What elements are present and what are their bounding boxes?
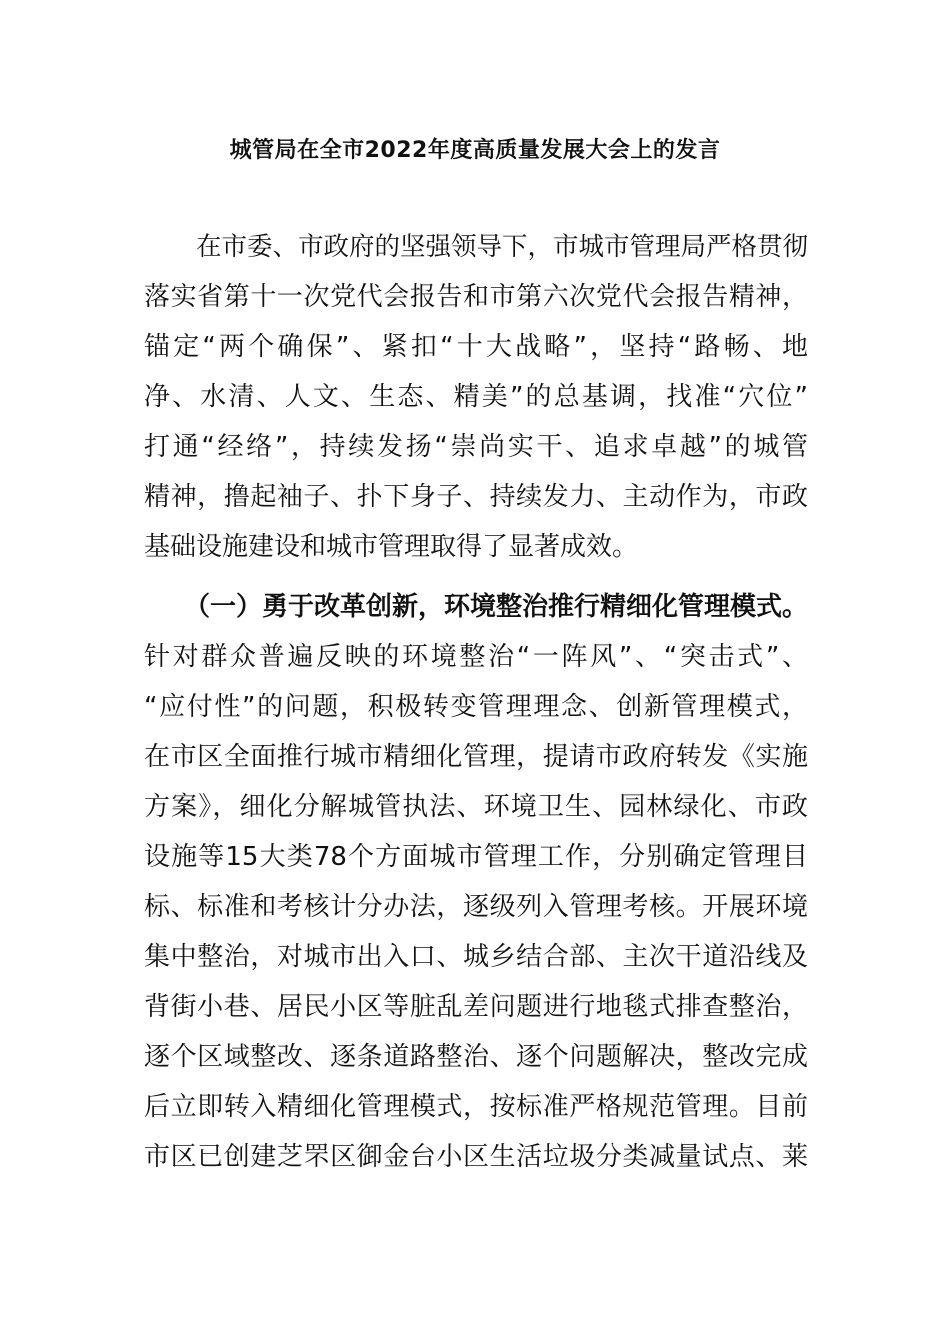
- paragraph-1-line-3: 锚定“两个确保”、紧扣“十大战略”，坚持“路畅、地: [144, 332, 808, 362]
- paragraph-2-line-4: 方案》，细化分解城管执法、环境卫生、园林绿化、市政: [144, 792, 808, 822]
- paragraph-2-line-10: 后立即转入精细化管理模式，按标准严格规范管理。目前: [144, 1092, 808, 1122]
- paragraph-2-line-1: 针对群众普遍反映的环境整治“一阵风”、“突击式”、: [144, 642, 808, 672]
- paragraph-2-line-7: 集中整治，对城市出入口、城乡结合部、主次干道沿线及: [144, 942, 808, 972]
- paragraph-1-line-1: 在市委、市政府的坚强领导下，市城市管理局严格贯彻: [196, 232, 809, 262]
- paragraph-2-line-8: 背街小巷、居民小区等脏乱差问题进行地毯式排查整治，: [144, 992, 808, 1022]
- paragraph-1-line-2: 落实省第十一次党代会报告和市第六次党代会报告精神，: [144, 282, 808, 312]
- paragraph-2-line-5: 设施等15大类78个方面城市管理工作，分别确定管理目: [144, 842, 808, 872]
- paragraph-2-line-2: “应付性”的问题，积极转变管理理念、创新管理模式，: [144, 692, 808, 722]
- paragraph-2-line-3: 在市区全面推行城市精细化管理，提请市政府转发《实施: [144, 742, 808, 772]
- paragraph-1-line-7: 基础设施建设和城市管理取得了显著成效。: [144, 532, 639, 562]
- paragraph-1-line-4: 净、水清、人文、生态、精美”的总基调，找准“穴位”: [144, 382, 808, 412]
- paragraph-2-line-9: 逐个区域整改、逐条道路整治、逐个问题解决，整改完成: [144, 1042, 808, 1072]
- paragraph-1-line-6: 精神，撸起袖子、扑下身子、持续发力、主动作为，市政: [144, 482, 808, 512]
- paragraph-1-line-5: 打通“经络”，持续发扬“崇尚实干、追求卓越”的城管: [144, 432, 808, 462]
- paragraph-2-line-6: 标、标准和考核计分办法，逐级列入管理考核。开展环境: [144, 892, 808, 922]
- paragraph-2-line-11: 市区已创建芝罘区御金台小区生活垃圾分类减量试点、莱: [144, 1142, 808, 1172]
- document-title: 城管局在全市2022年度高质量发展大会上的发言: [229, 138, 721, 163]
- section-1-heading: （一）勇于改革创新，环境整治推行精细化管理模式。: [184, 592, 809, 622]
